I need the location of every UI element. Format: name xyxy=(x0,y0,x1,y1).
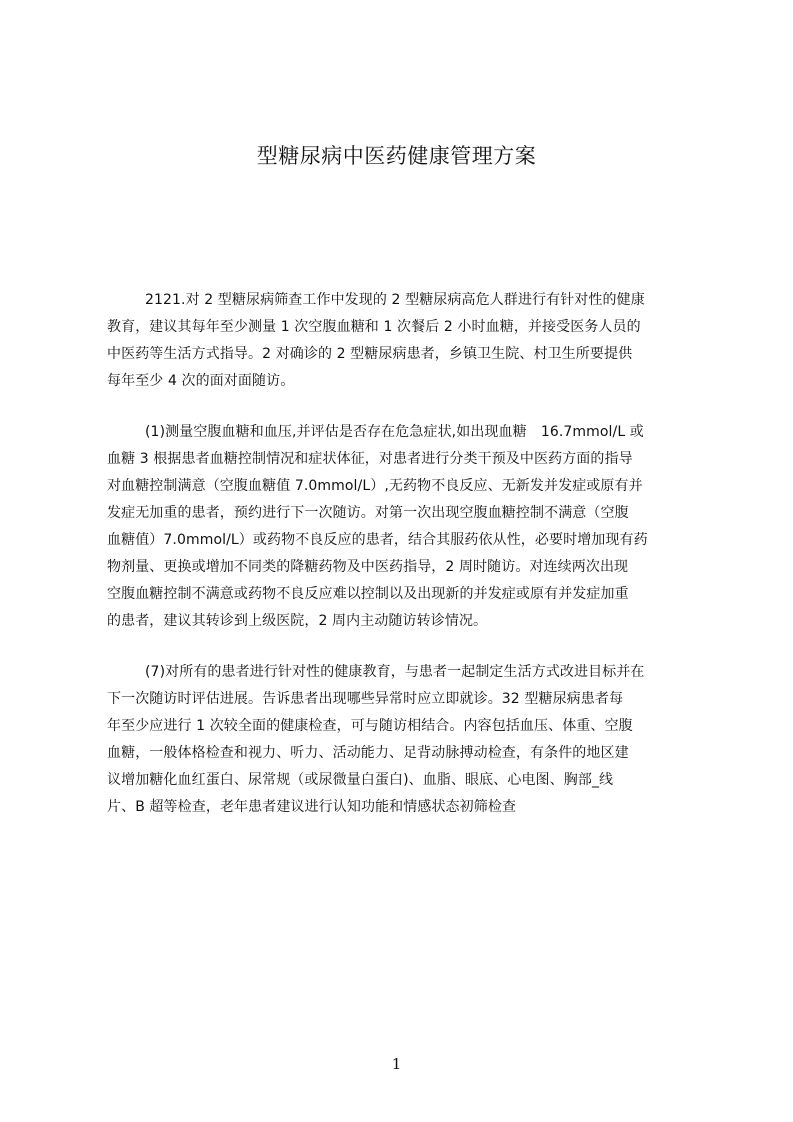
paragraph-2-line-2: 血糖 3 根据患者血糖控制情况和症状体征，对患者进行分类干预及中医药方面的指导 xyxy=(107,451,633,467)
document-title: 型糖尿病中医药健康管理方案 xyxy=(256,144,537,168)
paragraph-1-line-2: 教育，建议其每年至少测量 1 次空腹血糖和 1 次餐后 2 小时血糖，并接受医务人员的 xyxy=(107,319,641,335)
paragraph-2-line-6: 物剂量、更换或增加不同类的降糖药物及中医药指导，2 周时随访。对连续两次出现 xyxy=(107,559,629,575)
paragraph-2-line-3: 对血糖控制满意（空腹血糖值 7.0mmol/L）,无药物不良反应、无新发并发症或原有并 xyxy=(107,478,643,494)
paragraph-3-line-5: 议增加糖化血红蛋白、尿常规（或尿微量白蛋白)、血脂、眼底、心电图、胸部_线 xyxy=(107,772,614,788)
paragraph-2-line-8: 的患者，建议其转诊到上级医院，2 周内主动随访转诊情况。 xyxy=(107,613,488,629)
paragraph-2-line-1: (1)测量空腹血糖和血压,并评估是否存在危急症状,如出现血糖 16.7mmol/L 或 xyxy=(145,424,644,440)
paragraph-1-line-4: 每年至少 4 次的面对面随访。 xyxy=(107,373,295,389)
paragraph-3-line-1: (7)对所有的患者进行针对性的健康教育，与患者一起制定生活方式改进目标并在 xyxy=(145,664,645,680)
paragraph-1-line-3: 中医药等生活方式指导。2 对确诊的 2 型糖尿病患者，乡镇卫生院、村卫生所要提供 xyxy=(107,346,633,362)
paragraph-3-line-3: 年至少应进行 1 次较全面的健康检查，可与随访相结合。内容包括血压、体重、空腹 xyxy=(107,718,633,734)
paragraph-3-line-2: 下一次随访时评估进展。告诉患者出现哪些异常时应立即就诊。32 型糖尿病患者每 xyxy=(107,691,624,707)
page-number: 1 xyxy=(391,1055,402,1073)
paragraph-3-line-6: 片、B 超等检查，老年患者建议进行认知功能和情感状态初筛检查 xyxy=(107,799,517,815)
paragraph-1-line-1: 2121.对 2 型糖尿病筛查工作中发现的 2 型糖尿病高危人群进行有针对性的健康 xyxy=(145,292,645,308)
paragraph-2-line-7: 空腹血糖控制不满意或药物不良反应难以控制以及出现新的并发症或原有并发症加重 xyxy=(107,586,629,602)
paragraph-2-line-5: 血糖值）7.0mmol/L）或药物不良反应的患者，结合其服药依从性，必要时增加现有药 xyxy=(107,532,648,548)
paragraph-3-line-4: 血糖，一般体格检查和视力、听力、活动能力、足背动脉搏动检查，有条件的地区建 xyxy=(107,745,629,761)
paragraph-2-line-4: 发症无加重的患者，预约进行下一次随访。对第一次出现空腹血糖控制不满意（空腹 xyxy=(107,505,629,521)
